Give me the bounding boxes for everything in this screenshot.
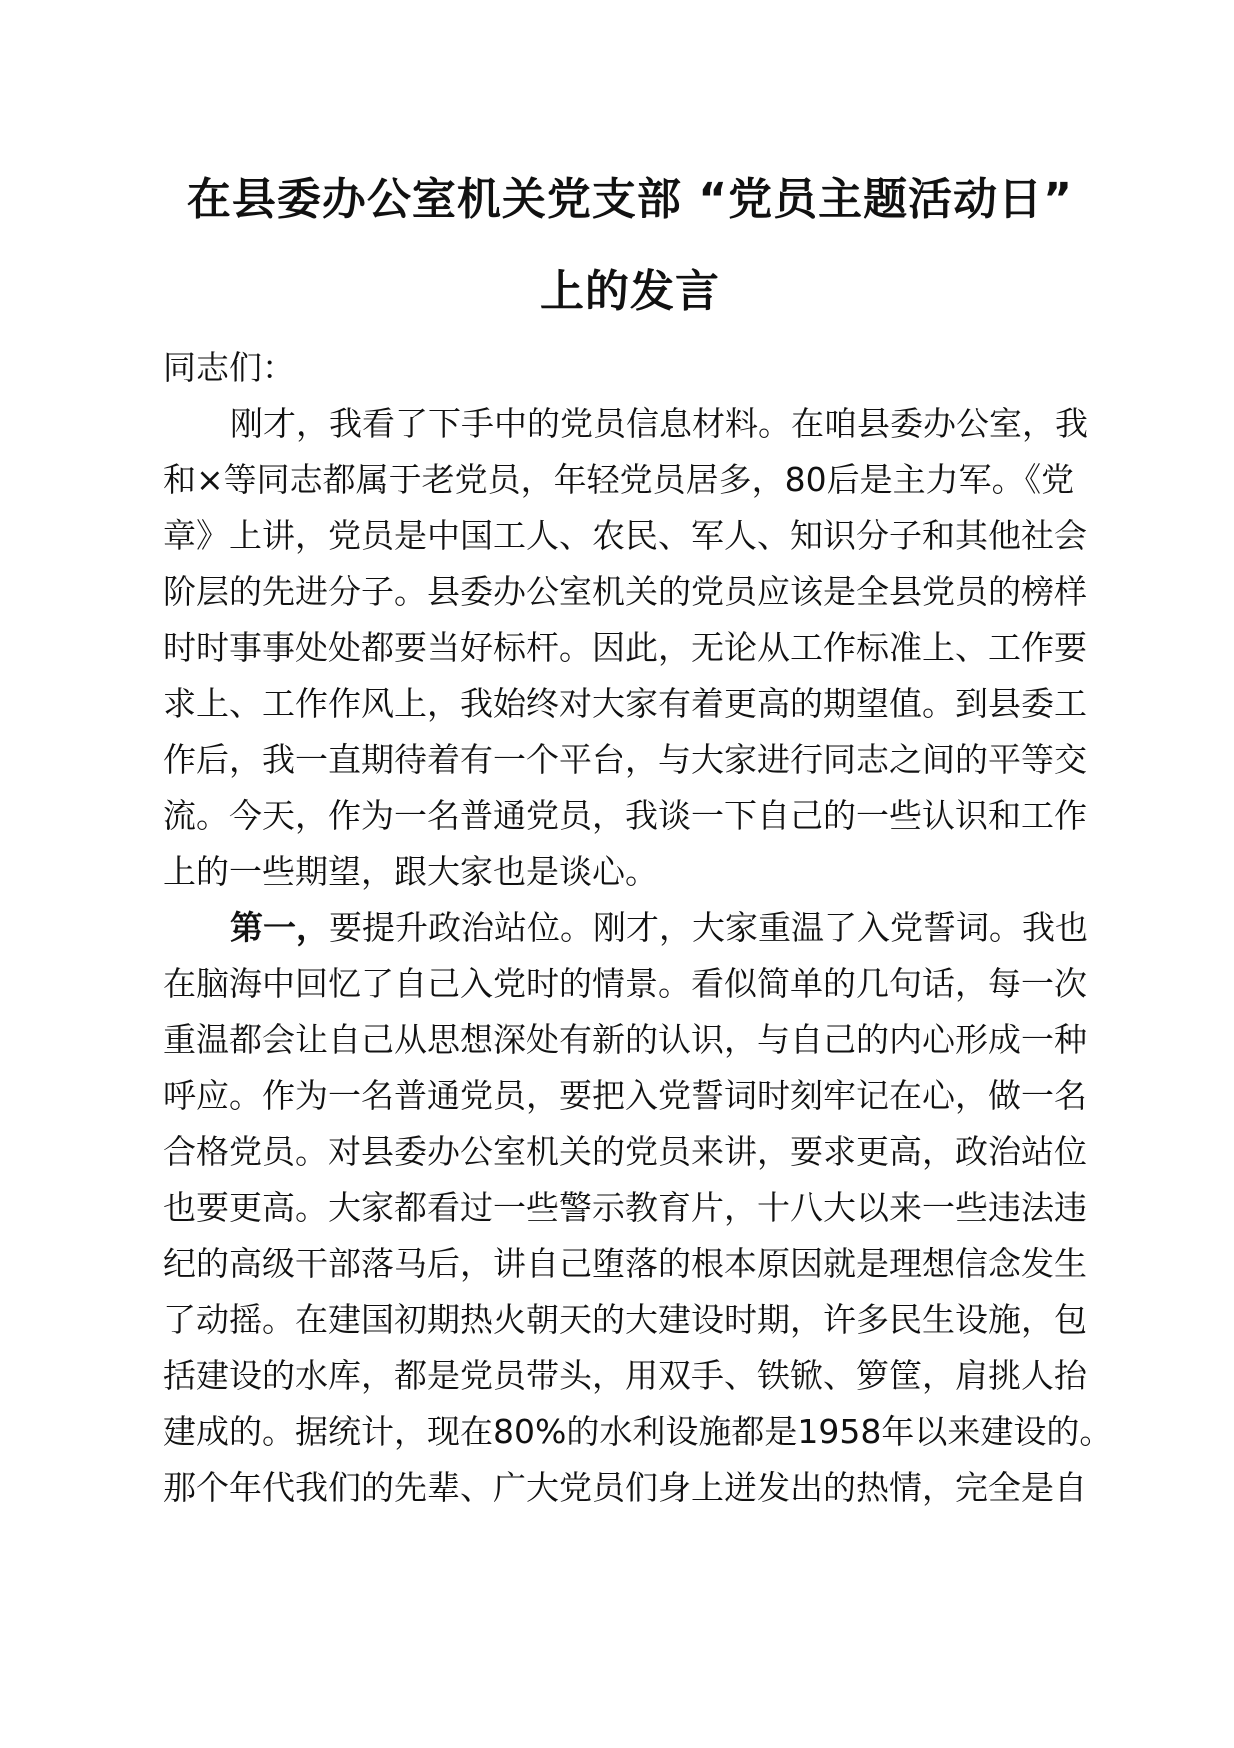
paragraph-1-line-2: 和×等同志都属于老党员，年轻党员居多，80后是主力军。《党 [163,460,1075,499]
paragraph-1-line-9: 上的一些期望，跟大家也是谈心。 [163,852,658,891]
salutation: 同志们： [163,348,295,387]
paragraph-1-line-5: 时时事事处处都要当好标杆。因此，无论从工作标准上、工作要 [163,628,1087,667]
paragraph-2-line-3: 重温都会让自己从思想深处有新的认识，与自己的内心形成一种 [163,1020,1087,1059]
paragraph-1-line-3: 章》上讲，党员是中国工人、农民、军人、知识分子和其他社会 [163,516,1087,555]
paragraph-1-line-4: 阶层的先进分子。县委办公室机关的党员应该是全县党员的榜样 [163,572,1087,611]
paragraph-2-line-8: 了动摇。在建国初期热火朝天的大建设时期，许多民生设施，包 [163,1300,1087,1339]
paragraph-2-line-4: 呼应。作为一名普通党员，要把入党誓词时刻牢记在心，做一名 [163,1076,1087,1115]
point-text: 要提升政治站位。刚才，大家重温了入党誓词。我也 [329,908,1088,947]
document-title-line-1: 在县委办公室机关党支部 “党员主题活动日” [186,174,1074,225]
paragraph-2-line-9: 括建设的水库，都是党员带头，用双手、铁锨、箩筐，肩挑人抬 [163,1356,1087,1395]
paragraph-1-line-1: 刚才，我看了下手中的党员信息材料。在咱县委办公室，我 [230,404,1088,443]
paragraph-1-line-7: 作后，我一直期待着有一个平台，与大家进行同志之间的平等交 [163,740,1087,779]
point-lead: 第一， [230,908,329,947]
paragraph-2-line-6: 也要更高。大家都看过一些警示教育片，十八大以来一些违法违 [163,1188,1087,1227]
paragraph-2-line-10: 建成的。据统计，现在80%的水利设施都是1958年以来建设的。 [163,1412,1113,1451]
paragraph-2-line-7: 纪的高级干部落马后，讲自己堕落的根本原因就是理想信念发生 [163,1244,1087,1283]
paragraph-2-line-5: 合格党员。对县委办公室机关的党员来讲，要求更高，政治站位 [163,1132,1087,1171]
paragraph-2-line-2: 在脑海中回忆了自己入党时的情景。看似简单的几句话，每一次 [163,964,1087,1003]
paragraph-1-line-8: 流。今天，作为一名普通党员，我谈一下自己的一些认识和工作 [163,796,1087,835]
document-title-line-2: 上的发言 [540,266,720,317]
paragraph-2-line-1 [230,906,1180,950]
paragraph-1-line-6: 求上、工作作风上，我始终对大家有着更高的期望值。到县委工 [163,684,1087,723]
paragraph-2-line-11: 那个年代我们的先辈、广大党员们身上迸发出的热情，完全是自 [163,1468,1087,1507]
